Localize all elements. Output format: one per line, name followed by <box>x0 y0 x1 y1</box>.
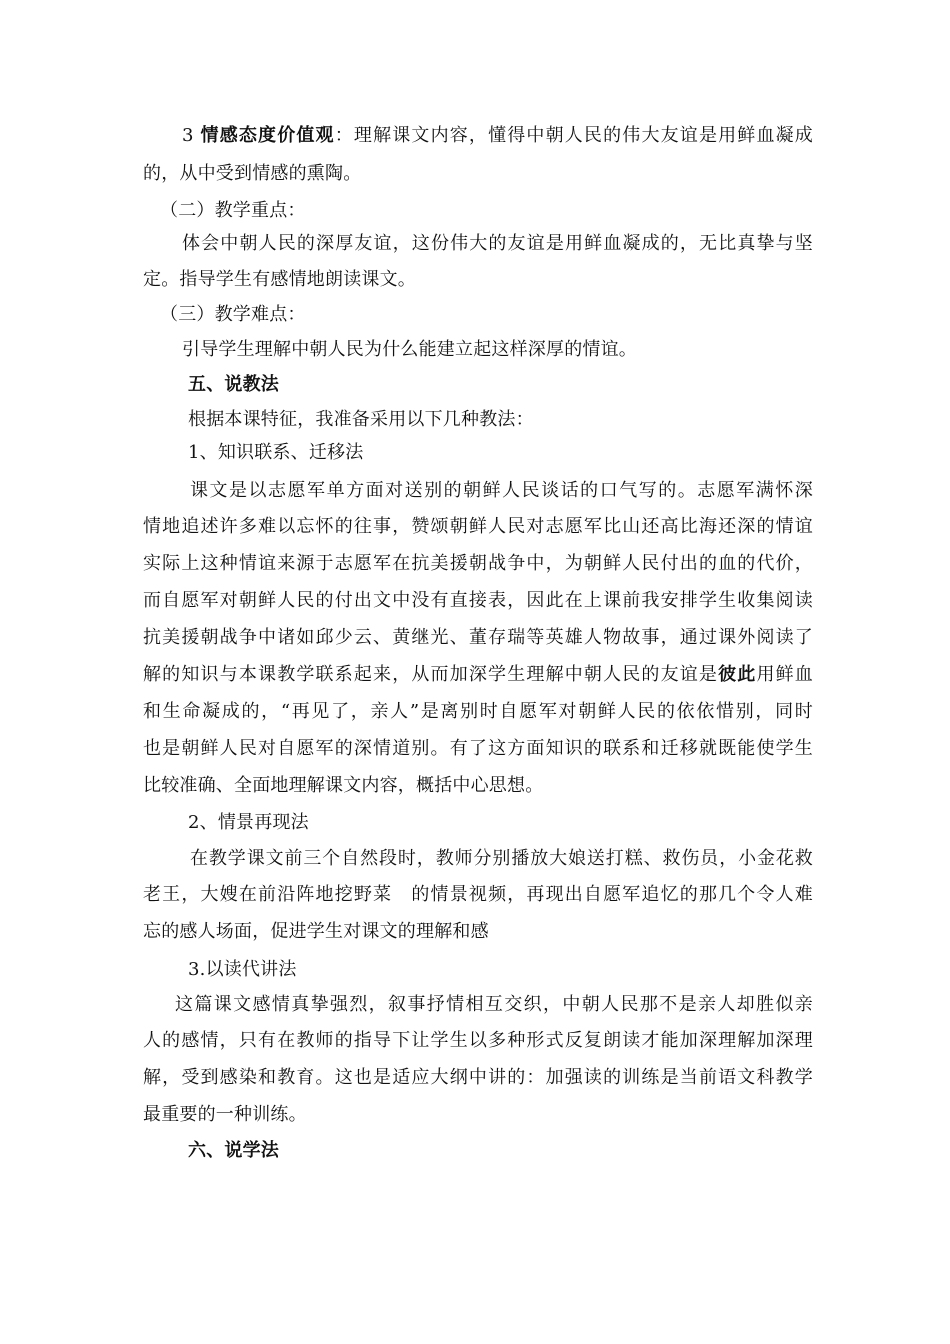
paragraph-line: 而自愿军对朝鲜人民的付出文中没有直接表，因此在上课前我安排学生收集阅读 <box>143 590 813 611</box>
line-text: 用鲜血 <box>756 664 813 685</box>
inline-bold-term: 彼此 <box>718 664 757 685</box>
item-number: 3 <box>182 125 201 146</box>
paragraph-line: 引导学生理解中朝人民为什么能建立起这样深厚的情谊。 <box>182 339 637 360</box>
inline-bold-term: 情感态度价值观 <box>200 125 335 146</box>
paragraph-line: 情地追述许多难以忘怀的往事，赞颂朝鲜人民对志愿军比山还高比海还深的情谊 <box>143 516 813 537</box>
paragraph-line: 最重要的一种训练。 <box>143 1104 307 1125</box>
paragraph-line: 体会中朝人民的深厚友谊，这份伟大的友谊是用鲜血凝成的，无比真挚与坚 <box>182 233 813 254</box>
paragraph-line: 根据本课特征，我准备采用以下几种教法： <box>188 409 534 430</box>
paragraph-line: 在教学课文前三个自然段时，教师分别播放大娘送打糕、救伤员，小金花救 <box>190 848 813 869</box>
paragraph-line: 实际上这种情谊来源于志愿军在抗美援朝战争中，为朝鲜人民付出的血的代价， <box>143 553 813 574</box>
paragraph-line: 老王，大嫂在前沿阵地挖野菜 的情景视频，再现出自愿军追忆的那几个令人难 <box>143 884 813 905</box>
line-text: 解的知识与本课教学联系起来，从而加深学生理解中朝人民的友谊是 <box>143 664 719 685</box>
paragraph-line: 的，从中受到情感的熏陶。 <box>143 163 362 184</box>
paragraph-line: 抗美援朝战争中诸如邱少云、黄继光、董存瑞等英雄人物故事，通过课外阅读了 <box>143 627 813 648</box>
line-text: ：理解课文内容，懂得中朝人民的伟大友谊是用鲜血凝成 <box>334 125 813 146</box>
paragraph-line: 人的感情，只有在教师的指导下让学生以多种形式反复朗读才能加深理解加深理 <box>143 1030 813 1051</box>
section-heading: （二）教学重点： <box>160 200 306 221</box>
paragraph-line <box>182 124 813 148</box>
sub-heading: 3.以读代讲法 <box>188 959 297 980</box>
paragraph-line: 课文是以志愿军单方面对送别的朝鲜人民谈话的口气写的。志愿军满怀深 <box>190 480 813 501</box>
paragraph-line: 这篇课文感情真挚强烈，叙事抒情相互交织，中朝人民那不是亲人却胜似亲 <box>175 994 813 1015</box>
paragraph-line: 忘的感人场面，促进学生对课文的理解和感 <box>143 921 489 942</box>
section-heading: 六、说学法 <box>188 1140 279 1161</box>
paragraph-line: 定。指导学生有感情地朗读课文。 <box>143 269 416 290</box>
paragraph-line: 和生命凝成的，“再见了，亲人”是离别时自愿军对朝鲜人民的依依惜别，同时 <box>143 701 813 722</box>
paragraph-line: 解，受到感染和教育。这也是适应大纲中讲的：加强读的训练是当前语文科教学 <box>143 1067 813 1088</box>
section-heading: （三）教学难点： <box>160 304 306 325</box>
paragraph-line: 比较准确、全面地理解课文内容，概括中心思想。 <box>143 775 544 796</box>
section-heading: 五、说教法 <box>188 374 279 395</box>
sub-heading: 2、情景再现法 <box>188 812 309 833</box>
paragraph-line: 也是朝鲜人民对自愿军的深情道别。有了这方面知识的联系和迁移就既能使学生 <box>143 738 813 759</box>
sub-heading: 1、知识联系、迁移法 <box>188 442 364 463</box>
paragraph-line <box>143 663 813 687</box>
